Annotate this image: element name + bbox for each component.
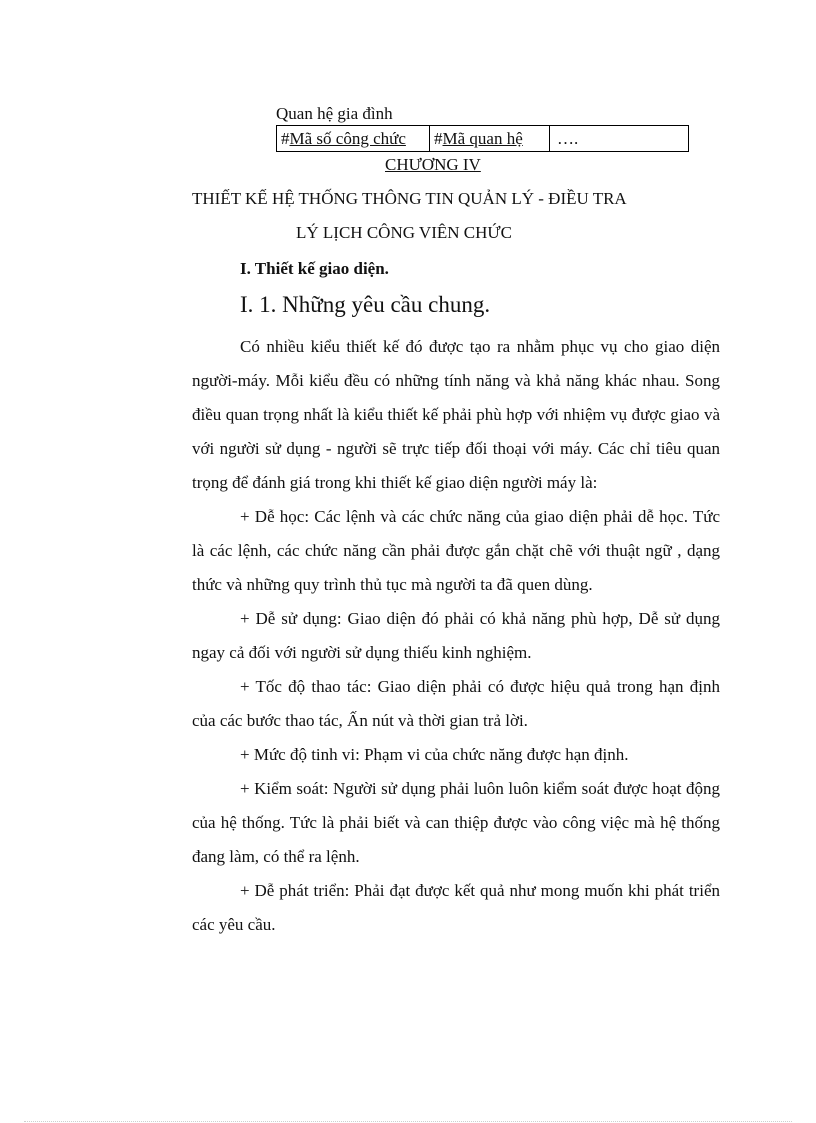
page-bottom-rule	[24, 1121, 792, 1122]
table-cell-ellipsis: ….	[557, 129, 579, 148]
chapter-title-line-1: THIẾT KẾ HỆ THỐNG THÔNG TIN QUẢN LÝ - ĐIỀU TRA	[192, 189, 627, 208]
table-cell-relation-id	[430, 126, 550, 151]
table-cell-employee-id	[277, 126, 430, 151]
body-text	[192, 330, 720, 942]
key-marker: #	[434, 129, 443, 148]
key-marker: #	[281, 129, 290, 148]
chapter-heading: CHƯƠNG IV	[385, 155, 481, 174]
relation-table	[276, 125, 689, 152]
employee-id-label: Mã số công chức	[289, 129, 406, 148]
paragraph-easy-to-learn: + Dễ học: Các lệnh và các chức năng của giao diện phải dễ học. Tức là các lệnh, các chức năng cần phải được gắn chặt chẽ với thuật ngữ , dạng thức và những quy trình thủ tục mà người ta đã quen dùng.	[192, 507, 720, 594]
paragraph-control: + Kiểm soát: Người sử dụng phải luôn luôn kiểm soát được hoạt động của hệ thống. Tức là phải biết và can thiệp được vào công việc mà hệ thống đang làm, có thể ra lệnh.	[192, 779, 720, 866]
paragraph-speed: + Tốc độ thao tác: Giao diện phải có được hiệu quả trong hạn định của các bước thao tác, Ấn nút và thời gian trả lời.	[192, 677, 720, 730]
relation-id-label: Mã quan hệ	[442, 129, 523, 148]
subsection-heading: I. 1. Những yêu cầu chung.	[240, 292, 491, 317]
chapter-title-line-2: LÝ LỊCH CÔNG VIÊN CHỨC	[296, 223, 512, 242]
paragraph-extensibility: + Dễ phát triển: Phải đạt được kết quả như mong muốn khi phát triển các yêu cầu.	[192, 881, 720, 934]
section-heading: I. Thiết kế giao diện.	[240, 259, 389, 278]
paragraph-easy-to-use: + Dễ sử dụng: Giao diện đó phải có khả năng phù hợp, Dễ sử dụng ngay cả đối với người sử dụng thiếu kinh nghiệm.	[192, 609, 720, 662]
table-caption: Quan hệ gia đình	[276, 104, 393, 123]
paragraph-intro: Có nhiều kiểu thiết kế đó được tạo ra nhằm phục vụ cho giao diện người-máy. Mỗi kiểu đều có những tính năng và khả năng khác nhau. Song điều quan trọng nhất là kiểu thiết kế phải phù hợp với nhiệm vụ được giao và với người sử dụng - người sẽ trực tiếp đối thoại với máy. Các chỉ tiêu quan trọng để đánh giá trong khi thiết kế giao diện người máy là:	[192, 337, 720, 492]
paragraph-sophistication: + Mức độ tinh vi: Phạm vi của chức năng được hạn định.	[240, 745, 629, 764]
